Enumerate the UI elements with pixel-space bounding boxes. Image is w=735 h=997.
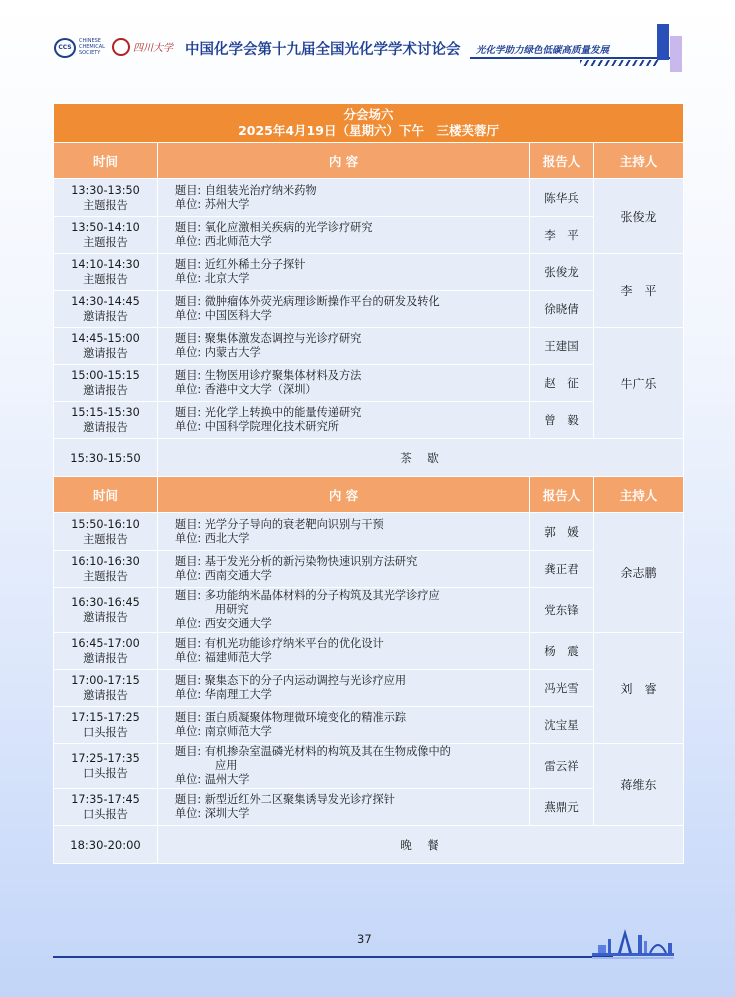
talk-content-cell: [158, 588, 530, 633]
schedule-table: [53, 103, 684, 864]
header-decoration-lilac: [670, 36, 682, 72]
tea-break: [54, 439, 684, 477]
city-skyline-icon: [592, 925, 674, 959]
talk-time-cell: [54, 588, 158, 633]
talk-type: 邀请报告: [83, 689, 128, 702]
talk-title: 题目: 光化学上转换中的能量传递研究: [175, 406, 362, 419]
talk-time-cell: [54, 744, 158, 789]
scu-logo-text: 四川大学: [133, 43, 173, 54]
talk-type: 邀请报告: [83, 611, 128, 624]
column-header-row: [54, 143, 684, 179]
talk-content-cell: [158, 789, 530, 826]
tea-break-time: 15:30-15:50: [54, 439, 158, 477]
talk-row: [54, 365, 684, 402]
talk-title: 题目: 蛋白质凝聚体物理微环境变化的精准示踪: [175, 711, 407, 724]
talk-row: [54, 513, 684, 551]
dinner-break-time: 18:30-20:00: [54, 826, 158, 864]
talk-time-cell: [54, 513, 158, 551]
talk-row: [54, 633, 684, 670]
scu-logo: [112, 38, 130, 56]
conference-slogan: 光化学助力绿色低碳高质量发展: [476, 45, 610, 56]
talk-type: 邀请报告: [83, 347, 128, 360]
talk-time-cell: [54, 291, 158, 328]
talk-speaker: 王建国: [530, 328, 594, 365]
talk-row: [54, 670, 684, 707]
column-content: 内 容: [158, 477, 530, 513]
talk-title: 题目: 氧化应激相关疾病的光学诊疗研究: [175, 221, 373, 234]
talk-content-cell: [158, 513, 530, 551]
talk-title: 题目: 有机掺杂室温磷光材料的构筑及其在生物成像中的: [175, 745, 451, 758]
column-speaker: 报告人: [530, 143, 594, 179]
talk-time: 14:10-14:30: [71, 258, 140, 271]
talk-time: 13:30-13:50: [71, 183, 140, 197]
column-speaker: 报告人: [530, 477, 594, 513]
talk-unit: 单位: 内蒙古大学: [175, 346, 261, 359]
talk-time: 16:30-16:45: [71, 596, 140, 609]
page-number: 37: [357, 932, 372, 946]
talk-type: 邀请报告: [83, 421, 128, 434]
talk-speaker: 曾 毅: [530, 402, 594, 439]
talk-time: 15:00-15:15: [71, 369, 140, 382]
talk-row: [54, 744, 684, 789]
talk-content-cell: [158, 744, 530, 789]
talk-speaker: 李 平: [530, 217, 594, 254]
talk-content-cell: [158, 254, 530, 291]
talk-content-cell: [158, 551, 530, 588]
talk-time: 14:30-14:45: [71, 295, 140, 308]
talk-unit: 单位: 温州大学: [175, 773, 250, 786]
talk-time-cell: [54, 328, 158, 365]
talk-row: [54, 179, 684, 217]
talk-content-cell: [158, 633, 530, 670]
ccs-logo-caption: CHINESE CHEMICAL SOCIETY: [79, 38, 105, 56]
talk-content-cell: [158, 179, 530, 217]
session-host: 张俊龙: [594, 179, 684, 254]
talk-title: 题目: 微肿瘤体外荧光病理诊断操作平台的研发及转化: [175, 295, 440, 308]
talk-title-continued: 用研究: [215, 603, 249, 616]
talk-unit: 单位: 香港中文大学（深圳）: [175, 383, 317, 396]
talk-unit: 单位: 北京大学: [175, 272, 250, 285]
column-time: 时间: [54, 477, 158, 513]
talk-time-cell: [54, 179, 158, 217]
talk-row: [54, 254, 684, 291]
talk-title: 题目: 有机光功能诊疗纳米平台的优化设计: [175, 637, 384, 650]
talk-time: 16:45-17:00: [71, 637, 140, 650]
talk-title: 题目: 近红外稀土分子探针: [175, 258, 306, 271]
talk-unit: 单位: 南京师范大学: [175, 725, 272, 738]
talk-type: 主题报告: [83, 532, 128, 546]
column-content: 内 容: [158, 143, 530, 179]
talk-type: 口头报告: [83, 726, 128, 739]
session-host: 李 平: [594, 254, 684, 328]
session-host: 余志鹏: [594, 513, 684, 633]
header-decoration-blue: [657, 24, 669, 60]
session-host: 刘 睿: [594, 633, 684, 744]
talk-time: 17:15-17:25: [71, 711, 140, 724]
talk-time: 17:25-17:35: [71, 752, 140, 765]
session-host: 蒋维东: [594, 744, 684, 826]
talk-title: 题目: 聚集态下的分子内运动调控与光诊疗应用: [175, 674, 407, 687]
talk-time-cell: [54, 217, 158, 254]
talk-content-cell: [158, 328, 530, 365]
talk-title: 题目: 自组装光治疗纳米药物: [175, 183, 317, 197]
ccs-logo: CCS: [54, 38, 76, 58]
talk-row: [54, 588, 684, 633]
talk-row: [54, 328, 684, 365]
footer-rule: [53, 956, 613, 958]
header-rule: [470, 57, 670, 59]
talk-type: 口头报告: [83, 808, 128, 821]
talk-unit: 单位: 华南理工大学: [175, 688, 272, 701]
talk-row: [54, 217, 684, 254]
talk-time: 16:10-16:30: [71, 555, 140, 568]
header-stripes: [580, 60, 660, 66]
session-host: 牛广乐: [594, 328, 684, 439]
talk-speaker: 雷云祥: [530, 744, 594, 789]
talk-title-continued: 应用: [215, 759, 238, 772]
column-time: 时间: [54, 143, 158, 179]
column-host: 主持人: [594, 477, 684, 513]
session-banner: [54, 104, 684, 143]
talk-title: 题目: 生物医用诊疗聚集体材料及方法: [175, 369, 362, 382]
column-header-row: [54, 477, 684, 513]
talk-speaker: 冯光雪: [530, 670, 594, 707]
talk-title: 题目: 新型近红外二区聚集诱导发光诊疗探针: [175, 793, 395, 806]
talk-type: 口头报告: [83, 767, 128, 780]
talk-type: 主题报告: [83, 236, 128, 249]
talk-type: 主题报告: [83, 570, 128, 583]
talk-time-cell: [54, 633, 158, 670]
talk-unit: 单位: 西北大学: [175, 531, 250, 545]
talk-row: [54, 402, 684, 439]
talk-row: [54, 291, 684, 328]
talk-unit: 单位: 中国科学院理化技术研究所: [175, 420, 339, 433]
talk-title: 题目: 聚集体激发态调控与光诊疗研究: [175, 332, 362, 345]
talk-time-cell: [54, 254, 158, 291]
session-name: 分会场六: [343, 107, 394, 122]
talk-unit: 单位: 中国医科大学: [175, 309, 272, 322]
talk-speaker: 赵 征: [530, 365, 594, 402]
talk-speaker: 沈宝星: [530, 707, 594, 744]
talk-speaker: 党东锋: [530, 588, 594, 633]
talk-speaker: 杨 震: [530, 633, 594, 670]
talk-unit: 单位: 苏州大学: [175, 197, 250, 211]
session-date-place: 2025年4月19日（星期六）下午 三楼芙蓉厅: [238, 123, 499, 138]
dinner-break-label: 晚 餐: [158, 826, 684, 864]
talk-time-cell: [54, 789, 158, 826]
talk-title: 题目: 基于发光分析的新污染物快速识别方法研究: [175, 555, 418, 568]
talk-time-cell: [54, 402, 158, 439]
talk-content-cell: [158, 217, 530, 254]
talk-content-cell: [158, 707, 530, 744]
talk-time: 15:50-16:10: [71, 517, 140, 531]
talk-content-cell: [158, 365, 530, 402]
talk-unit: 单位: 深圳大学: [175, 807, 250, 820]
talk-speaker: 郭 媛: [530, 513, 594, 551]
talk-speaker: 徐晓倩: [530, 291, 594, 328]
talk-type: 主题报告: [83, 273, 128, 286]
talk-content-cell: [158, 670, 530, 707]
talk-time: 14:45-15:00: [71, 332, 140, 345]
talk-row: [54, 789, 684, 826]
talk-title: 题目: 光学分子导向的衰老靶向识别与干预: [175, 517, 384, 531]
talk-speaker: 陈华兵: [530, 179, 594, 217]
talk-type: 邀请报告: [83, 652, 128, 665]
talk-time: 17:00-17:15: [71, 674, 140, 687]
talk-row: [54, 551, 684, 588]
talk-row: [54, 707, 684, 744]
tea-break-label: 茶 歇: [158, 439, 684, 477]
talk-unit: 单位: 西安交通大学: [175, 617, 272, 630]
talk-unit: 单位: 西北师范大学: [175, 235, 272, 248]
talk-content-cell: [158, 291, 530, 328]
talk-speaker: 龚正君: [530, 551, 594, 588]
talk-time: 17:35-17:45: [71, 793, 140, 806]
talk-type: 邀请报告: [83, 310, 128, 323]
dinner-break: [54, 826, 684, 864]
talk-unit: 单位: 西南交通大学: [175, 569, 272, 582]
conference-title: 中国化学会第十九届全国光化学学术讨论会: [185, 42, 461, 58]
talk-time-cell: [54, 365, 158, 402]
talk-time-cell: [54, 707, 158, 744]
talk-speaker: 张俊龙: [530, 254, 594, 291]
page-header: [0, 0, 735, 72]
talk-speaker: 燕鼎元: [530, 789, 594, 826]
talk-time: 15:15-15:30: [71, 406, 140, 419]
talk-type: 主题报告: [83, 198, 128, 212]
talk-unit: 单位: 福建师范大学: [175, 651, 272, 664]
talk-time-cell: [54, 551, 158, 588]
talk-content-cell: [158, 402, 530, 439]
talk-type: 邀请报告: [83, 384, 128, 397]
column-host: 主持人: [594, 143, 684, 179]
talk-time-cell: [54, 670, 158, 707]
talk-title: 题目: 多功能纳米晶体材料的分子构筑及其光学诊疗应: [175, 589, 440, 602]
talk-time: 13:50-14:10: [71, 221, 140, 234]
